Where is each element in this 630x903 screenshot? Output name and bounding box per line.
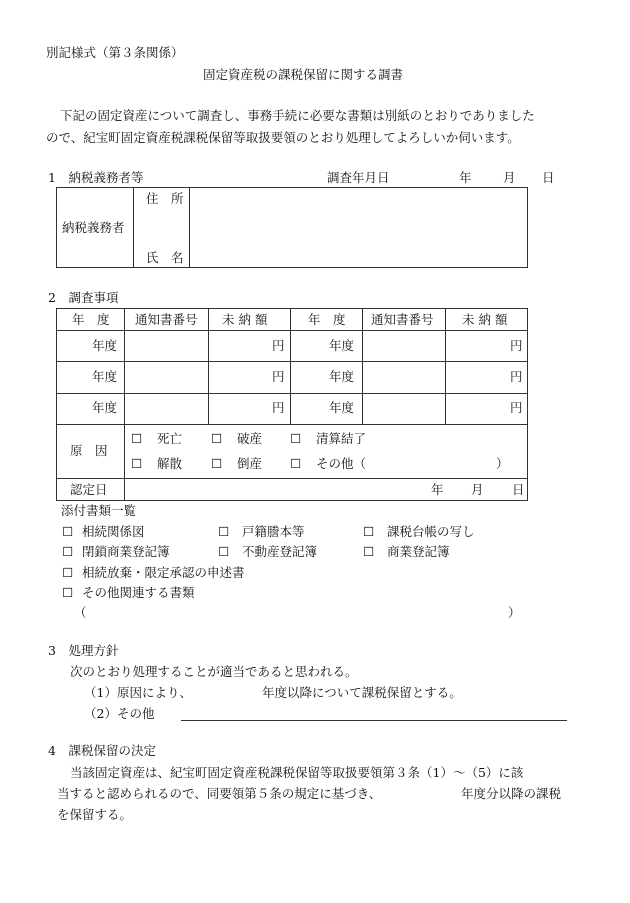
row-2-year-right: 年度 [329,369,355,384]
survey-year-label: 年 [459,170,472,185]
attach-7-label: 相続放棄・限定承認の申述書 [82,565,245,580]
col-header-notice-left: 通知書番号 [135,312,198,327]
cause-dissolution-checkbox[interactable]: ☐ [131,456,143,471]
policy-line: 次のとおり処理することが適当であると思われる。 [70,664,358,679]
intro-line-1: 下記の固定資産について調査し、事務手続に必要な書類は別紙のとおりでありました [60,108,535,123]
section-1-heading: 1 納税義務者等 [48,170,144,185]
section-4-heading: 4 課税保留の決定 [48,743,156,758]
attach-3-checkbox[interactable]: ☐ [363,524,375,539]
survey-month-label: 月 [503,170,516,185]
col-line-1 [124,308,125,501]
row-line-1 [56,361,528,362]
attach-4-checkbox[interactable]: ☐ [62,544,74,559]
cause-other-checkbox[interactable]: ☐ [290,456,302,471]
cause-bankruptcy-label: 破産 [237,431,263,446]
row-3-yen-right: 円 [510,400,523,415]
row-1-year-left: 年度 [92,338,118,353]
certified-year-label: 年 [431,482,444,497]
section-2-heading: 2 調査事項 [48,290,119,305]
row-2-yen-left: 円 [272,369,285,384]
row-1-yen-right: 円 [510,338,523,353]
cause-dissolution-label: 解散 [157,456,183,471]
attach-5-checkbox[interactable]: ☐ [218,544,230,559]
cause-collapse-label: 倒産 [237,456,263,471]
row-line-3 [56,424,528,425]
attach-2-label: 戸籍謄本等 [242,524,305,539]
attach-6-label: 商業登記簿 [387,544,450,559]
col-header-notice-right: 通知書番号 [371,312,434,327]
intro-line-2: ので、紀宝町固定資産税課税保留等取扱要領のとおり処理してよろしいか伺います。 [46,130,520,145]
attach-4-label: 閉鎖商業登記簿 [82,544,170,559]
taxpayer-divider-2 [189,187,190,268]
form-label: 別記様式（第３条関係） [46,45,184,60]
attach-1-label: 相続関係図 [82,524,145,539]
taxpayer-label: 納税義務者 [62,220,125,235]
header-row-line [56,330,528,331]
row-3-year-left: 年度 [92,400,118,415]
certified-date-label: 認定日 [70,482,108,497]
decision-line-1: 当該固定資産は、紀宝町固定資産税課税保留等取扱要領第３条（1）～（5）に該 [70,765,524,780]
col-line-5 [445,308,446,424]
attach-1-checkbox[interactable]: ☐ [62,524,74,539]
cause-other-label: その他（ [316,456,367,471]
policy-item-1-prefix: （1）原因により、 [84,685,192,700]
attachments-heading: 添付書類一覧 [61,503,137,518]
attach-2-checkbox[interactable]: ☐ [218,524,230,539]
col-header-year-right: 年 度 [308,312,346,327]
attach-8-label: その他関連する書類 [82,585,195,600]
col-line-4 [362,308,363,424]
cause-bankruptcy-checkbox[interactable]: ☐ [211,431,223,446]
taxpayer-table [56,187,528,268]
row-1-yen-left: 円 [272,338,285,353]
cause-liquidation-checkbox[interactable]: ☐ [290,431,302,446]
col-header-unpaid-left: 未 納 額 [222,312,268,327]
document-title: 固定資産税の課税保留に関する調書 [203,67,404,82]
attach-other-close: ） [508,605,521,620]
section-3-heading: 3 処理方針 [48,643,119,658]
cause-label: 原 因 [70,443,108,458]
col-line-3 [290,308,291,424]
attach-7-checkbox[interactable]: ☐ [62,565,74,580]
certified-day-label: 日 [512,482,525,497]
attach-8-checkbox[interactable]: ☐ [62,585,74,600]
policy-item-1-suffix: 年度以降について課税保留とする。 [262,685,462,700]
survey-table [56,308,528,501]
certified-month-label: 月 [471,482,484,497]
row-3-year-right: 年度 [329,400,355,415]
row-2-year-left: 年度 [92,369,118,384]
address-label: 住 所 [146,191,184,206]
taxpayer-divider-1 [133,187,134,268]
decision-line-2-prefix: 当すると認められるので、同要領第５条の規定に基づき、 [57,786,382,801]
cause-other-close: ） [496,456,509,471]
cause-death-label: 死亡 [157,431,183,446]
attach-other-open: （ [74,605,87,620]
row-line-4 [56,478,528,479]
cause-collapse-checkbox[interactable]: ☐ [211,456,223,471]
col-line-2 [208,308,209,424]
col-header-year-left: 年 度 [72,312,110,327]
cause-death-checkbox[interactable]: ☐ [131,431,143,446]
row-2-yen-right: 円 [510,369,523,384]
row-1-year-right: 年度 [329,338,355,353]
row-line-2 [56,393,528,394]
name-label: 氏 名 [146,250,184,265]
attach-6-checkbox[interactable]: ☐ [363,544,375,559]
attach-3-label: 課税台帳の写し [387,524,475,539]
policy-item-2: （2）その他 [84,706,155,721]
decision-line-2-suffix: 年度分以降の課税 [461,786,562,801]
cause-liquidation-label: 清算結了 [316,431,367,446]
decision-line-3: を保留する。 [57,807,133,822]
policy-other-underline[interactable] [181,720,567,721]
attach-5-label: 不動産登記簿 [242,544,318,559]
survey-date-label: 調査年月日 [327,170,390,185]
col-header-unpaid-right: 未 納 額 [462,312,508,327]
survey-day-label: 日 [542,170,555,185]
row-3-yen-left: 円 [272,400,285,415]
